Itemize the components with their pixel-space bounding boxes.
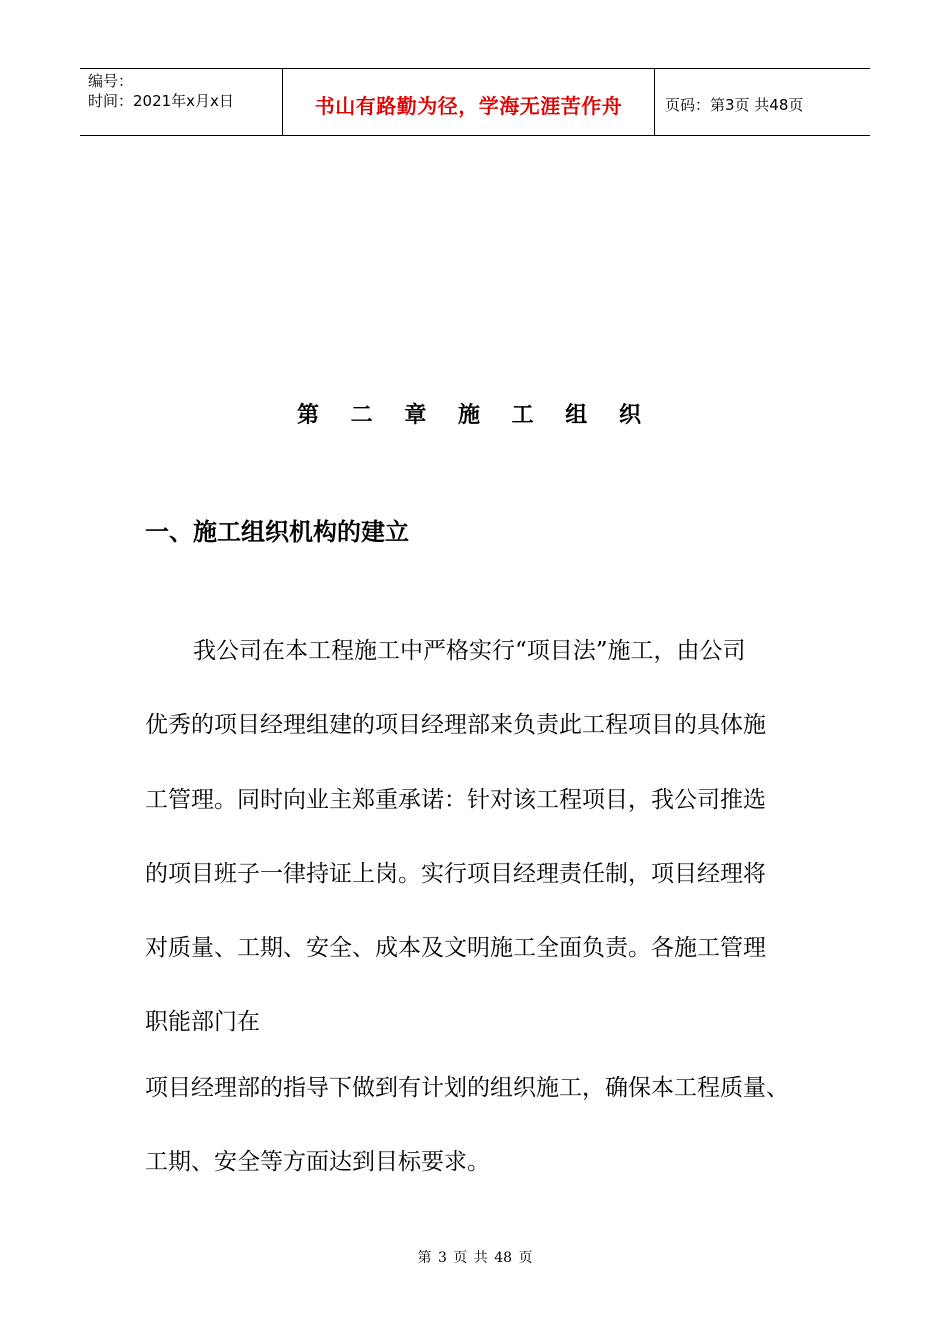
document-number-label: 编号：	[88, 72, 134, 90]
page-header	[80, 68, 870, 136]
chapter-title: 第 二 章 施 工 组 织	[297, 402, 653, 428]
body-paragraph-line: 工管理。同时向业主郑重承诺：针对该工程项目，我公司推选	[145, 787, 766, 813]
body-paragraph-line: 项目经理部的指导下做到有计划的组织施工，确保本工程质量、	[145, 1075, 789, 1101]
header-meta	[80, 69, 282, 135]
body-paragraph-line: 优秀的项目经理组建的项目经理部来负责此工程项目的具体施	[145, 712, 766, 738]
body-paragraph-line: 对质量、工期、安全、成本及文明施工全面负责。各施工管理	[145, 935, 766, 961]
header-page-info-cell	[655, 69, 870, 135]
header-motto-cell	[282, 69, 655, 135]
body-paragraph-line: 职能部门在	[145, 1009, 260, 1035]
header-motto: 书山有路勤为径，学海无涯苦作舟	[314, 93, 623, 118]
document-date-label: 时间：2021年x月x日	[88, 92, 234, 110]
body-paragraph-line: 的项目班子一律持证上岗。实行项目经理责任制，项目经理将	[145, 861, 766, 887]
header-page-info: 页码：第3页 共48页	[665, 95, 804, 114]
section-heading: 一、施工组织机构的建立	[145, 518, 409, 546]
body-paragraph-line: 我公司在本工程施工中严格实行“项目法”施工，由公司	[193, 638, 746, 664]
body-paragraph-line: 工期、安全等方面达到目标要求。	[145, 1149, 490, 1175]
page-footer: 第 3 页 共 48 页	[417, 1250, 533, 1266]
